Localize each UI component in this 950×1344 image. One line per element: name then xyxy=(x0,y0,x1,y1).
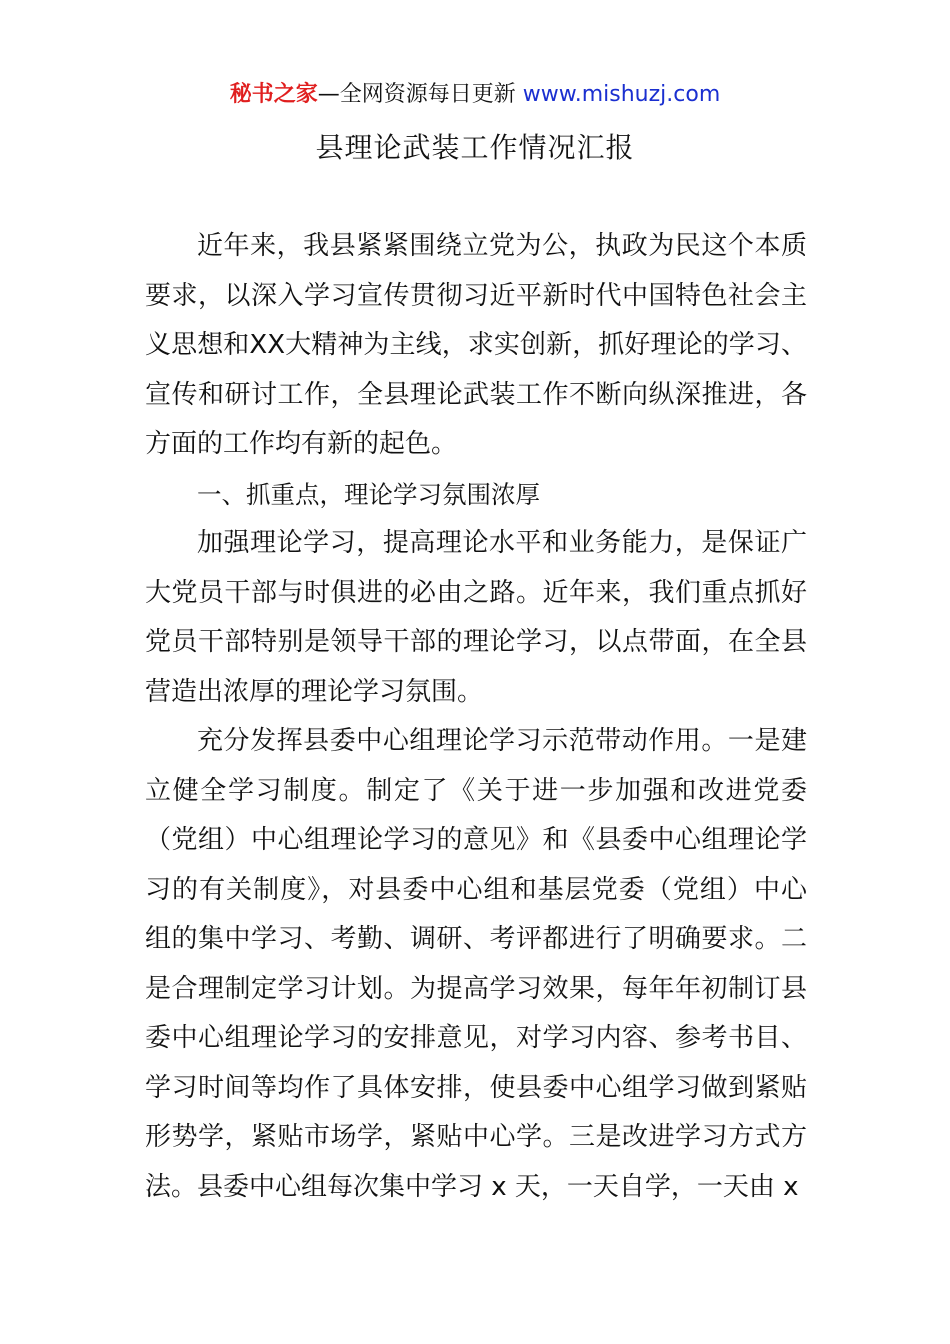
site-url-link[interactable]: www.mishuzj.com xyxy=(522,82,721,107)
section-heading-1: 一、抓重点，理论学习氛围浓厚 xyxy=(197,479,540,509)
site-header xyxy=(0,78,950,112)
site-brand: 秘书之家 xyxy=(229,82,318,107)
document-title: 县理论武装工作情况汇报 xyxy=(315,131,635,164)
section-1-paragraph-1: 加强理论学习，提高理论水平和业务能力，是保证广大党员干部与时俱进的必由之路。近年来，我们重点抓好党员干部特别是领导干部的理论学习，以点带面，在全县营造出浓厚的理论学习氛围。 xyxy=(145,528,807,707)
document-body xyxy=(145,222,807,1212)
site-tagline: —全网资源每日更新 xyxy=(317,82,523,107)
section-1-paragraph-2: 充分发挥县委中心组理论学习示范带动作用。一是建立健全学习制度。制定了《关于进一步加强和改进党委（党组）中心组理论学习的意见》和《县委中心组理论学习的有关制度》，对县委中心组和基层党委（党组）中心组的集中学习、考勤、调研、考评都进行了明确要求。二是合理制定学习计划。为提高学习效果，每年年初制订县委中心组理论学习的安排意见，对学习内容、参考书目、学习时间等均作了具体安排，使县委中心组学习做到紧贴形势学，紧贴市场学，紧贴中心学。三是改进学习方式方法。县委中心组每次集中学习 x 天，一天自学，一天由 x xyxy=(145,726,807,1202)
intro-paragraph: 近年来，我县紧紧围绕立党为公，执政为民这个本质要求，以深入学习宣传贯彻习近平新时代中国特色社会主义思想和XX大精神为主线，求实创新，抓好理论的学习、宣传和研讨工作，全县理论武装工作不断向纵深推进，各方面的工作均有新的起色。 xyxy=(145,231,807,459)
